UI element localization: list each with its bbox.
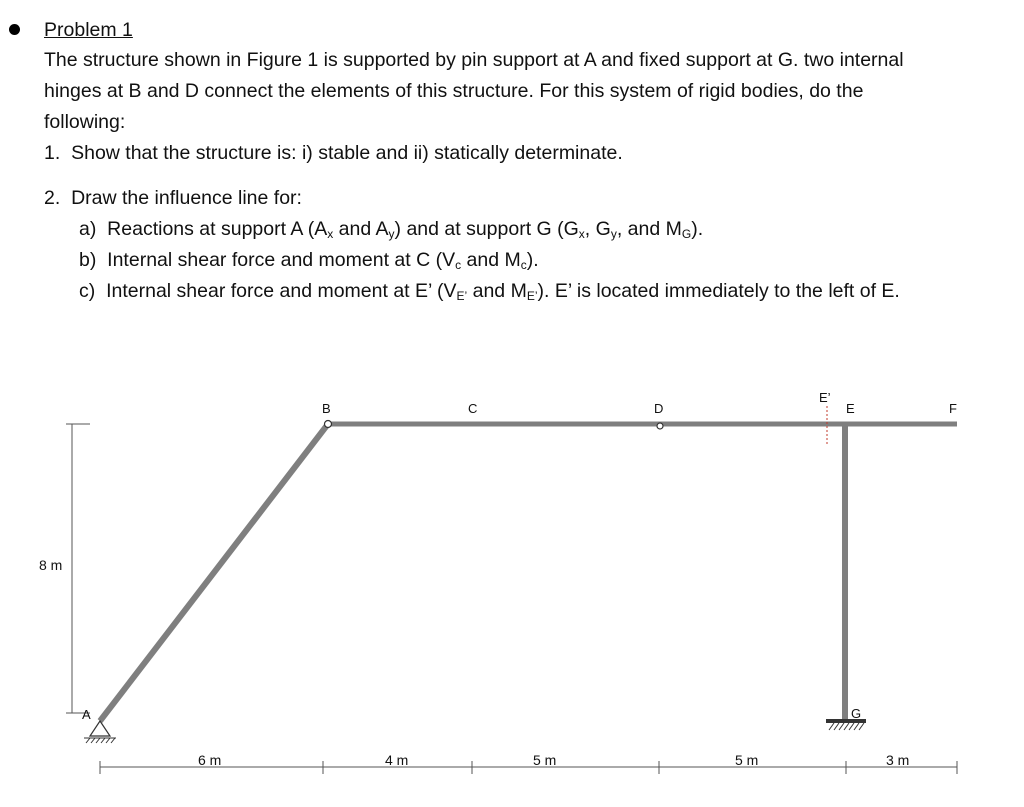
label-c: C bbox=[468, 401, 478, 416]
item-2b: b) Internal shear force and moment at C ($V_c$ and $M_c$). bbox=[79, 249, 539, 272]
span-dimension-line bbox=[100, 761, 957, 774]
intro-line-2: hinges at B and D connect the elements of this structure. For this system of rigid bodies, do the bbox=[44, 80, 864, 102]
intro-line-3: following: bbox=[44, 111, 126, 133]
span-bc: 4 m bbox=[385, 752, 409, 768]
label-e-prime: E’ bbox=[819, 390, 831, 405]
span-cd: 5 m bbox=[533, 752, 557, 768]
problem-title: Problem 1 bbox=[44, 19, 133, 41]
item-1: 1. Show that the structure is: i) stable and ii) statically determinate. bbox=[44, 142, 623, 164]
hinge-d-icon bbox=[657, 423, 663, 429]
span-de: 5 m bbox=[735, 752, 759, 768]
item-2a: a) Reactions at support A ($A_x$ and $A_y$) and at support G ($G_x$, $G_y$, and $M_G$). bbox=[79, 218, 704, 241]
intro-line-1: The structure shown in Figure 1 is supported by pin support at A and fixed support at G. two internal bbox=[44, 49, 904, 71]
hinge-b-icon bbox=[325, 421, 332, 428]
pin-support-icon bbox=[84, 721, 116, 743]
item-2: 2. Draw the influence line for: bbox=[44, 187, 302, 209]
height-dimension bbox=[66, 424, 90, 713]
fixed-support-icon bbox=[826, 721, 866, 730]
label-e: E bbox=[846, 401, 855, 416]
label-b: B bbox=[322, 401, 331, 416]
label-g: G bbox=[851, 706, 862, 721]
label-a: A bbox=[82, 707, 91, 722]
label-d: D bbox=[654, 401, 664, 416]
label-f: F bbox=[949, 401, 957, 416]
item-2c: c) Internal shear force and moment at E’ ($V_{E’}$ and $M_{E’}$). E’ is located immediately to the left of E. bbox=[79, 280, 900, 303]
span-ab: 6 m bbox=[198, 752, 222, 768]
height-dimension-label: 8 m bbox=[39, 557, 63, 573]
span-ef: 3 m bbox=[886, 752, 910, 768]
member-ab bbox=[100, 424, 328, 721]
